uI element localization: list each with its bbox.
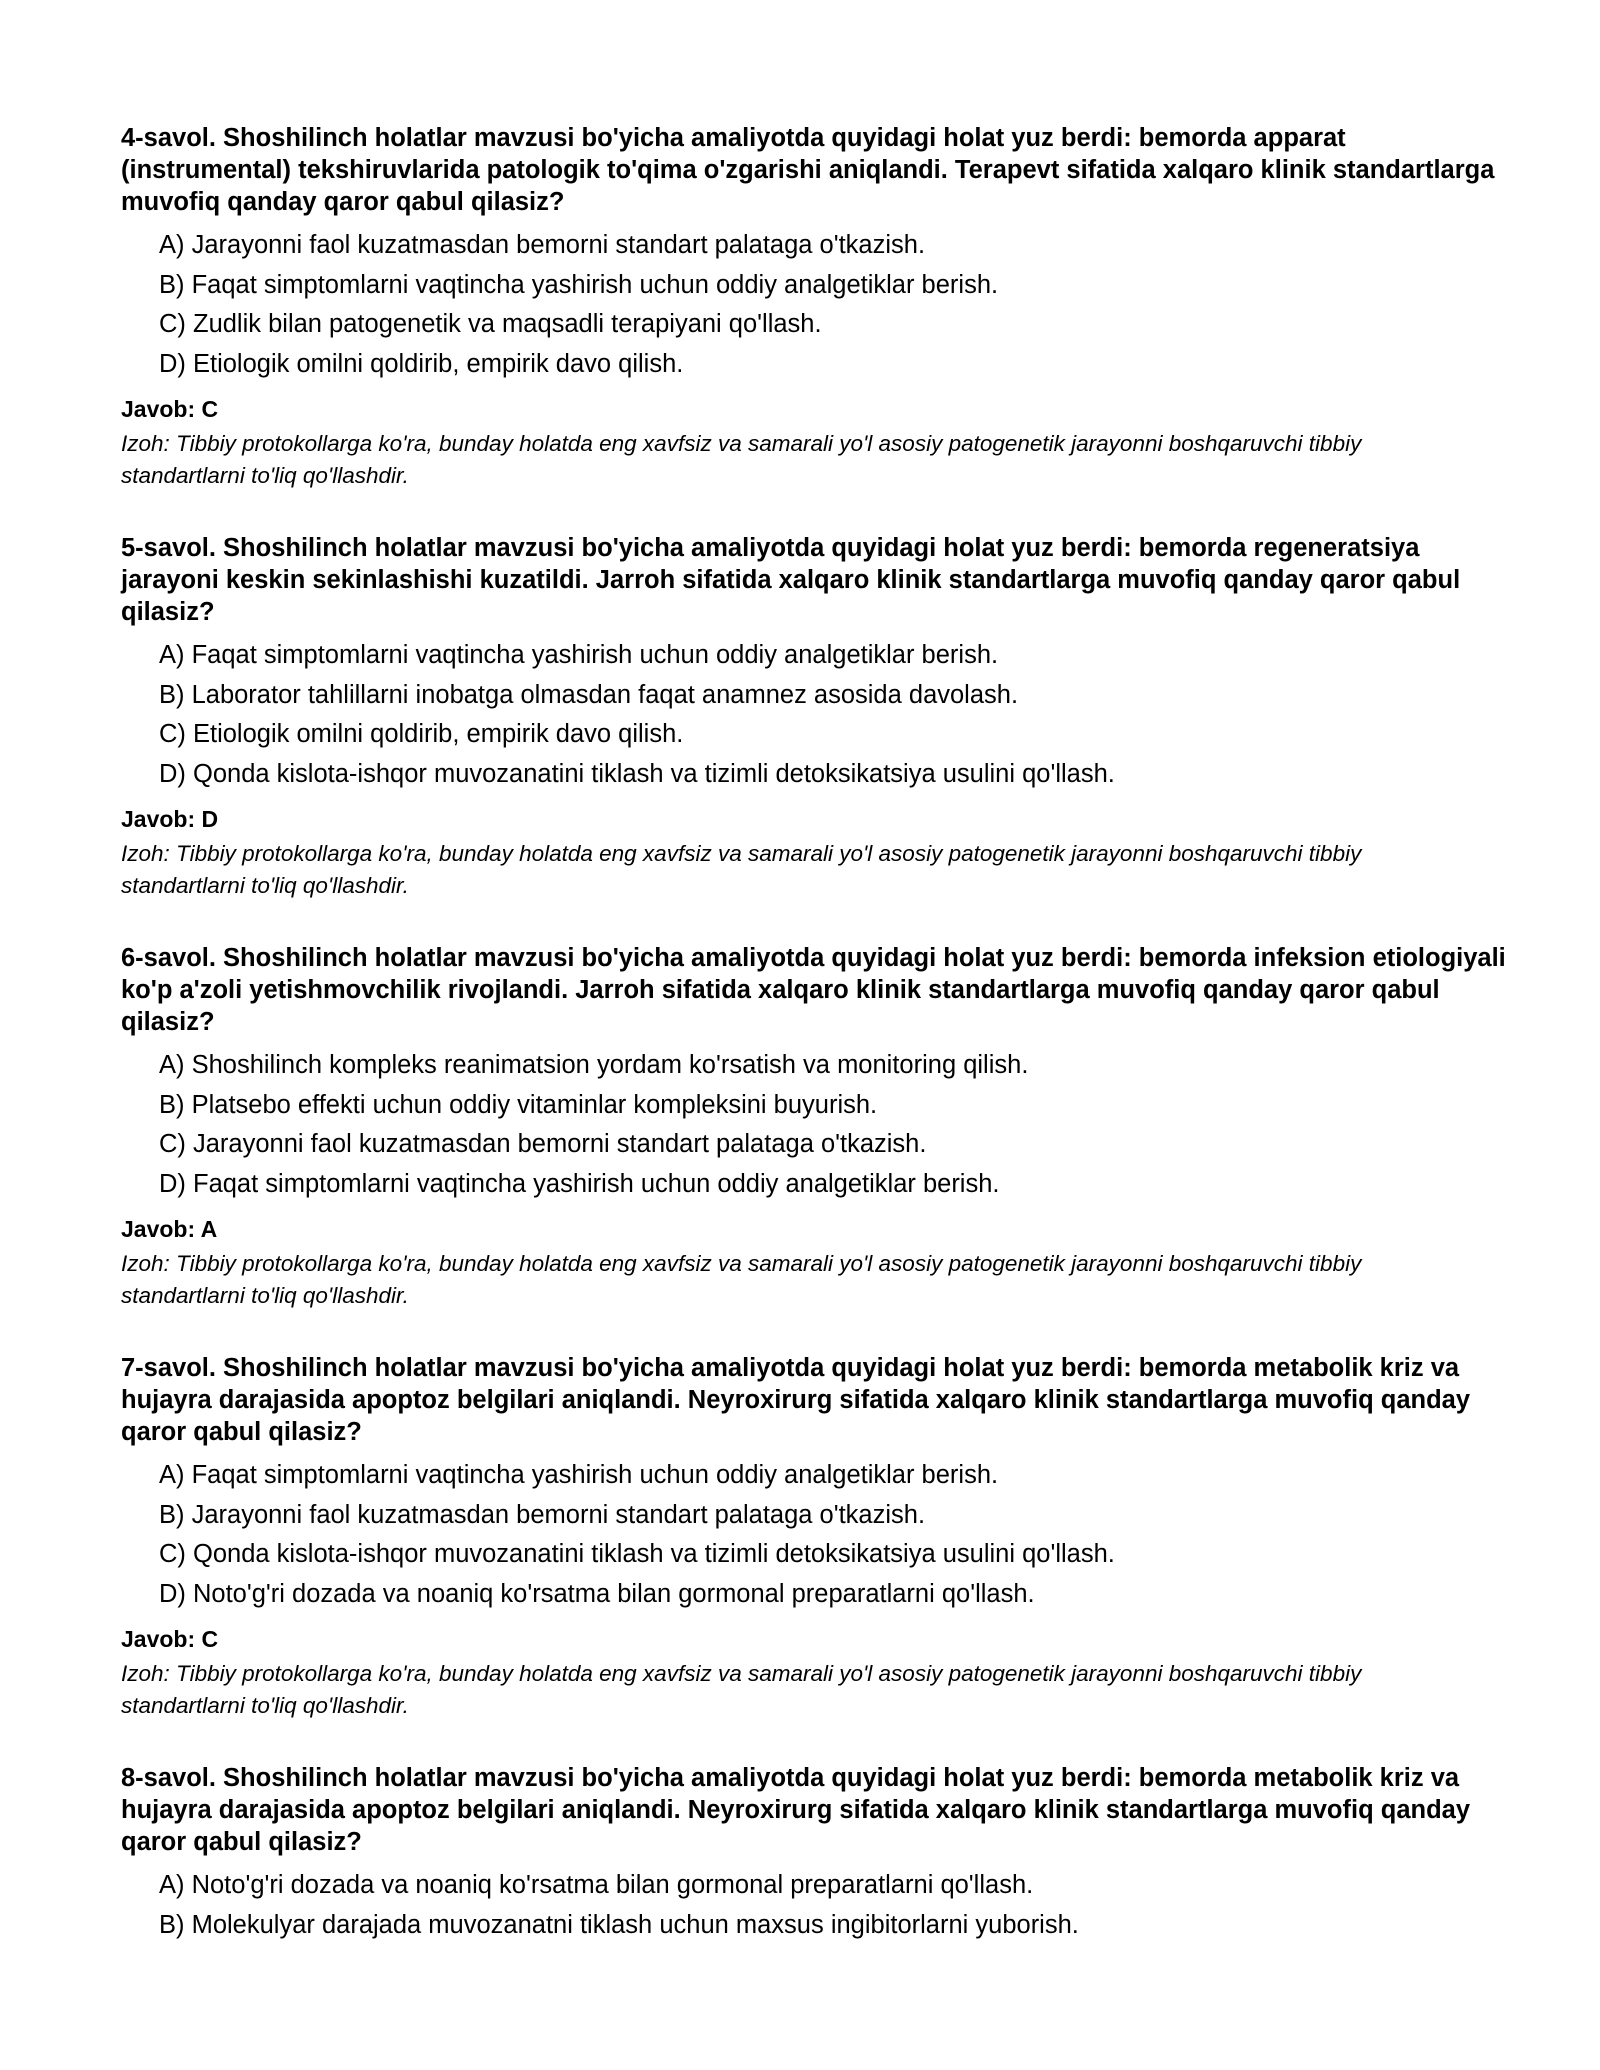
option-d: D) Etiologik omilni qoldirib, empirik davo qilish. [159, 349, 684, 378]
option-d: D) Faqat simptomlarni vaqtincha yashirish uchun oddiy analgetiklar berish. [159, 1169, 1000, 1198]
option-c: C) Etiologik omilni qoldirib, empirik davo qilish. [159, 720, 684, 748]
option-b: B) Platsebo effekti uchun oddiy vitaminlar kompleksini buyurish. [159, 1090, 878, 1119]
question-text: 4-savol. Shoshilinch holatlar mavzusi bo'yicha amaliyotda quyidagi holat yuz berdi: bemorda apparat (instrumental) tekshiruvlarida patologik to'qima o'zgarishi aniqlandi. Terapevt sifatida xalqaro klinik standartlarga muvofiq qanday qaror qabul qilasiz? [121, 124, 1495, 216]
option-d: D) Qonda kislota-ishqor muvozanatini tiklash va tizimli detoksikatsiya usulini qo'llash. [159, 759, 1115, 788]
option-a: A) Noto'g'ri dozada va noaniq ko'rsatma bilan gormonal preparatlarni qo'llash. [159, 1871, 1034, 1899]
question-6 [121, 942, 1520, 1312]
question-5 [121, 532, 1520, 902]
option-a: A) Shoshilinch kompleks reanimatsion yordam ko'rsatish va monitoring qilish. [159, 1051, 1029, 1079]
option-a: A) Faqat simptomlarni vaqtincha yashirish uchun oddiy analgetiklar berish. [159, 1461, 999, 1489]
option-a: A) Faqat simptomlarni vaqtincha yashirish uchun oddiy analgetiklar berish. [159, 641, 999, 669]
option-d: D) Noto'g'ri dozada va noaniq ko'rsatma bilan gormonal preparatlarni qo'llash. [159, 1579, 1035, 1608]
option-c: C) Qonda kislota-ishqor muvozanatini tiklash va tizimli detoksikatsiya usulini qo'llash. [159, 1540, 1115, 1568]
option-c: C) Jarayonni faol kuzatmasdan bemorni standart palataga o'tkazish. [159, 1130, 927, 1158]
explanation-text: Izoh: Tibbiy protokollarga ko'ra, bunday holatda eng xavfsiz va samarali yo'l asosiy patogenetik jarayonni boshqaruvchi tibbiy standartlarni to'liq qo'llashdir. [121, 841, 1362, 898]
option-b: B) Molekulyar darajada muvozanatni tiklash uchun maxsus ingibitorlarni yuborish. [159, 1910, 1079, 1939]
answer-label: Javob: C [121, 396, 219, 422]
option-list [121, 1046, 1520, 1204]
option-list [121, 636, 1520, 794]
answer-label: Javob: A [121, 1216, 218, 1242]
option-list [121, 1866, 1520, 1945]
option-list [121, 226, 1520, 384]
option-b: B) Laborator tahlillarni inobatga olmasdan faqat anamnez asosida davolash. [159, 680, 1019, 709]
explanation-text: Izoh: Tibbiy protokollarga ko'ra, bunday holatda eng xavfsiz va samarali yo'l asosiy patogenetik jarayonni boshqaruvchi tibbiy standartlarni to'liq qo'llashdir. [121, 1251, 1362, 1308]
question-text: 6-savol. Shoshilinch holatlar mavzusi bo'yicha amaliyotda quyidagi holat yuz berdi: bemorda infeksion etiologiyali ko'p a'zoli yetishmovchilik rivojlandi. Jarroh sifatida xalqaro klinik standartlarga muvofiq qanday qaror qabul qilasiz? [121, 944, 1506, 1036]
explanation-text: Izoh: Tibbiy protokollarga ko'ra, bunday holatda eng xavfsiz va samarali yo'l asosiy patogenetik jarayonni boshqaruvchi tibbiy standartlarni to'liq qo'llashdir. [121, 1661, 1362, 1718]
question-4 [121, 122, 1520, 492]
option-c: C) Zudlik bilan patogenetik va maqsadli terapiyani qo'llash. [159, 310, 822, 338]
question-text: 7-savol. Shoshilinch holatlar mavzusi bo'yicha amaliyotda quyidagi holat yuz berdi: bemorda metabolik kriz va hujayra darajasida apoptoz belgilari aniqlandi. Neyroxirurg sifatida xalqaro klinik standartlarga muvofiq qanday qaror qabul qilasiz? [121, 1354, 1471, 1446]
answer-label: Javob: C [121, 1626, 219, 1652]
option-b: B) Jarayonni faol kuzatmasdan bemorni standart palataga o'tkazish. [159, 1500, 926, 1529]
option-list [121, 1456, 1520, 1614]
option-b: B) Faqat simptomlarni vaqtincha yashirish uchun oddiy analgetiklar berish. [159, 270, 999, 299]
question-text: 8-savol. Shoshilinch holatlar mavzusi bo'yicha amaliyotda quyidagi holat yuz berdi: bemorda metabolik kriz va hujayra darajasida apoptoz belgilari aniqlandi. Neyroxirurg sifatida xalqaro klinik standartlarga muvofiq qanday qaror qabul qilasiz? [121, 1764, 1471, 1856]
question-7 [121, 1352, 1520, 1722]
question-8 [121, 1762, 1520, 1945]
answer-label: Javob: D [121, 806, 219, 832]
question-text: 5-savol. Shoshilinch holatlar mavzusi bo'yicha amaliyotda quyidagi holat yuz berdi: bemorda regeneratsiya jarayoni keskin sekinlashishi kuzatildi. Jarroh sifatida xalqaro klinik standartlarga muvofiq qanday qaror qabul qilasiz? [121, 534, 1461, 626]
explanation-text: Izoh: Tibbiy protokollarga ko'ra, bunday holatda eng xavfsiz va samarali yo'l asosiy patogenetik jarayonni boshqaruvchi tibbiy standartlarni to'liq qo'llashdir. [121, 431, 1362, 488]
option-a: A) Jarayonni faol kuzatmasdan bemorni standart palataga o'tkazish. [159, 231, 926, 259]
